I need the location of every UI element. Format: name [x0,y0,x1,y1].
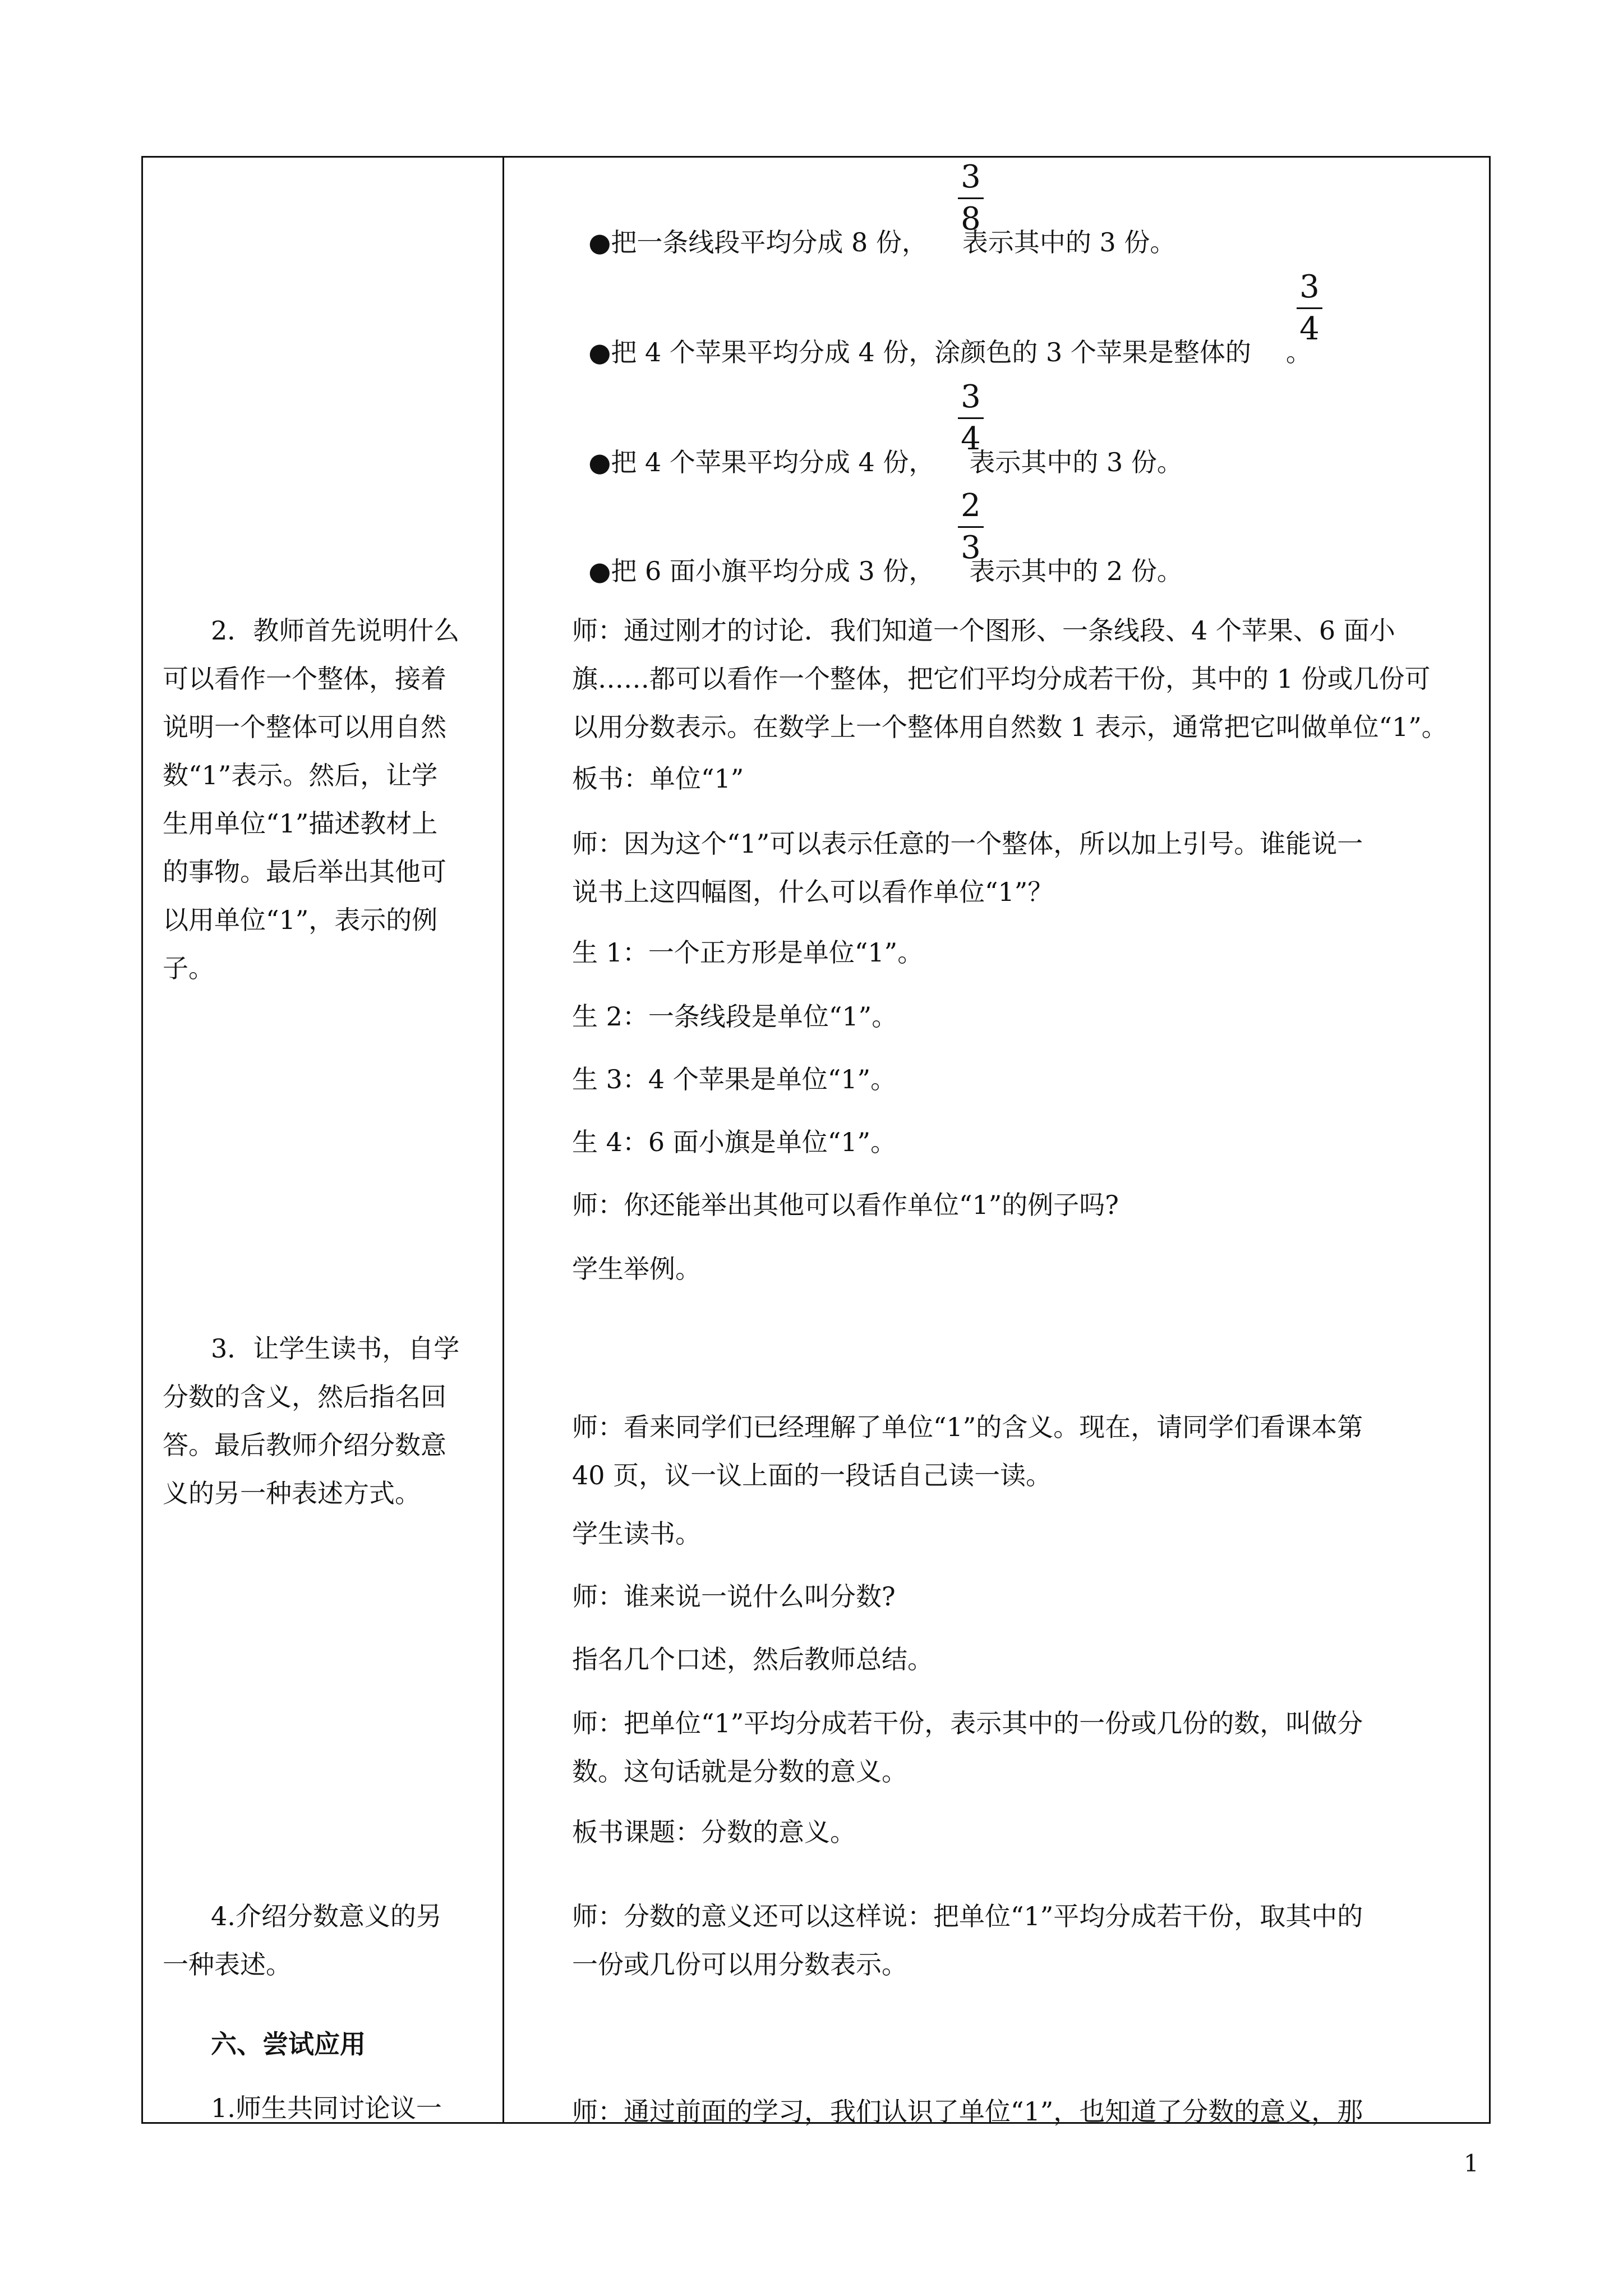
text-line: 生 2：一条线段是单位“1”。 [572,1001,898,1032]
section-heading: 六、尝试应用 [211,2029,366,2059]
left-text-line: 以用单位“1”，表示的例 [163,905,438,935]
text-line: 生 1：一个正方形是单位“1”。 [572,937,924,968]
left-text-line: 答。最后教师介绍分数意 [163,1430,446,1460]
left-text-line: 1.师生共同讨论议一 [211,2093,442,2123]
text-line: 生 3：4 个苹果是单位“1”。 [572,1064,897,1094]
text-line: 师：把单位“1”平均分成若干份，表示其中的一份或几份的数，叫做分 [572,1708,1363,1738]
text-line: 板书课题：分数的意义。 [572,1817,856,1847]
text-line: 40 页，议一议上面的一段话自己读一读。 [572,1460,1052,1490]
text-line: 学生举例。 [572,1254,701,1284]
text-line: 一份或几份可以用分数表示。 [572,1949,907,1980]
text-line: 师：通过刚才的讨论．我们知道一个图形、一条线段、4 个苹果、6 面小 [572,615,1395,646]
text-line: 师：因为这个“1”可以表示任意的一个整体，所以加上引号。谁能说一 [572,829,1363,859]
text-line: 师：看来同学们已经理解了单位“1”的含义。现在，请同学们看课本第 [572,1412,1363,1442]
left-text-line: 可以看作一个整体，接着 [163,664,446,694]
text-line: 师：通过前面的学习，我们认识了单位“1”，也知道了分数的意义，那 [572,2096,1363,2127]
left-text-line: 子。 [163,953,214,983]
fraction: 3 8 [957,162,985,235]
bullet-line: ●把一条线段平均分成 8 份， 表示其中的 3 份。 [588,227,1176,257]
text-line: 数。这句话就是分数的意义。 [572,1756,907,1787]
left-text-line: 分数的含义，然后指名回 [163,1382,446,1412]
text-line: 指名几个口述，然后教师总结。 [572,1644,933,1674]
text-line: 学生读书。 [572,1519,701,1549]
fraction: 3 4 [957,381,985,455]
text-line: 师：分数的意义还可以这样说：把单位“1”平均分成若干份，取其中的 [572,1901,1363,1931]
left-text-line: 说明一个整体可以用自然 [163,712,446,742]
text-line: 师：你还能举出其他可以看作单位“1”的例子吗? [572,1190,1119,1220]
column-divider [502,156,504,2124]
left-text-line: 的事物。最后举出其他可 [163,857,446,887]
left-text-line: 义的另一种表述方式。 [163,1478,421,1508]
left-text-line: 4.介绍分数意义的另 [211,1901,442,1931]
left-text-line: 2．教师首先说明什么 [211,615,460,646]
bullet-line: ●把 4 个苹果平均分成 4 份， 表示其中的 3 份。 [588,447,1183,477]
left-text-line: 数“1”表示。然后，让学 [163,760,438,790]
text-line: 板书：单位“1” [572,763,744,794]
fraction: 3 4 [1295,272,1324,345]
left-text-line: 3．让学生读书，自学 [211,1333,460,1364]
page-number: 1 [1464,2150,1479,2177]
left-text-line: 生用单位“1”描述教材上 [163,808,438,839]
text-line: 说书上这四幅图，什么可以看作单位“1”？ [572,877,1054,907]
fraction: 2 3 [957,490,985,564]
text-line: 师：谁来说一说什么叫分数? [572,1581,896,1612]
bullet-line: ●把 4 个苹果平均分成 4 份，涂颜色的 3 个苹果是整体的 。 [588,337,1312,367]
bullet-line: ●把 6 面小旗平均分成 3 份， 表示其中的 2 份。 [588,556,1183,586]
text-line: 生 4：6 面小旗是单位“1”。 [572,1127,897,1157]
text-line: 旗……都可以看作一个整体，把它们平均分成若干份，其中的 1 份或几份可 [572,664,1431,694]
text-line: 以用分数表示。在数学上一个整体用自然数 1 表示，通常把它叫做单位“1”。 [572,712,1447,742]
left-text-line: 一种表述。 [163,1949,292,1980]
